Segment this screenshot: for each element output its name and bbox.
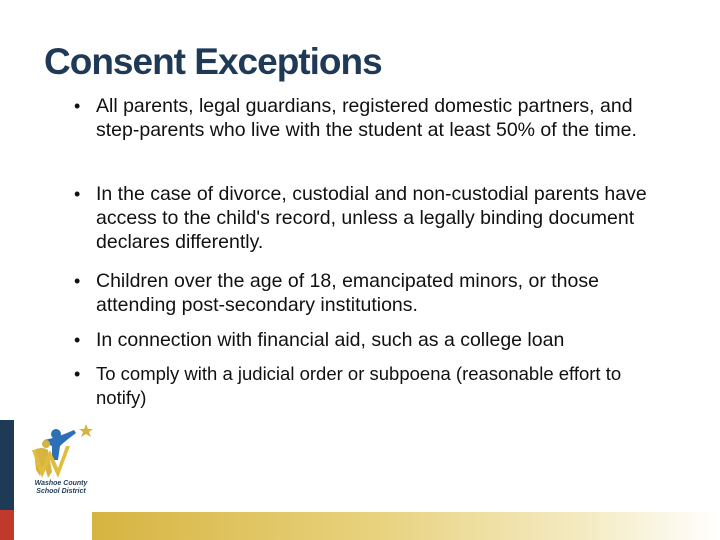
bullet-dot: •	[74, 271, 81, 291]
left-accent-bar-red	[0, 510, 14, 540]
logo-line-1: Washoe County	[34, 480, 88, 487]
bullet-item	[74, 269, 674, 317]
bullet-text: In the case of divorce, custodial and non-custodial parents have access to the child's record, unless a legally binding document declares differently.	[96, 183, 647, 253]
left-accent-bar	[0, 420, 14, 510]
bullet-dot: •	[74, 330, 81, 350]
bullet-dot: •	[74, 96, 81, 116]
bullet-text: In connection with financial aid, such as a college loan	[96, 329, 565, 351]
bullet-dot: •	[74, 364, 81, 384]
bullet-item	[74, 362, 674, 410]
bullet-item	[74, 182, 674, 254]
bullet-dot: •	[74, 184, 81, 204]
bullet-text: Children over the age of 18, emancipated minors, or those attending post-secondary institutions.	[96, 270, 599, 316]
bullet-item	[74, 94, 674, 142]
logo-line-2: School District	[36, 488, 86, 495]
bullet-item	[74, 328, 674, 352]
bullet-text: All parents, legal guardians, registered domestic partners, and step-parents who live with the student at least 50% of the time.	[96, 95, 637, 141]
bullet-text: To comply with a judicial order or subpoena (reasonable effort to notify)	[96, 363, 622, 408]
slide-title: Consent Exceptions	[44, 41, 382, 82]
bottom-gold-band	[92, 512, 720, 540]
district-logo-text	[26, 480, 96, 496]
